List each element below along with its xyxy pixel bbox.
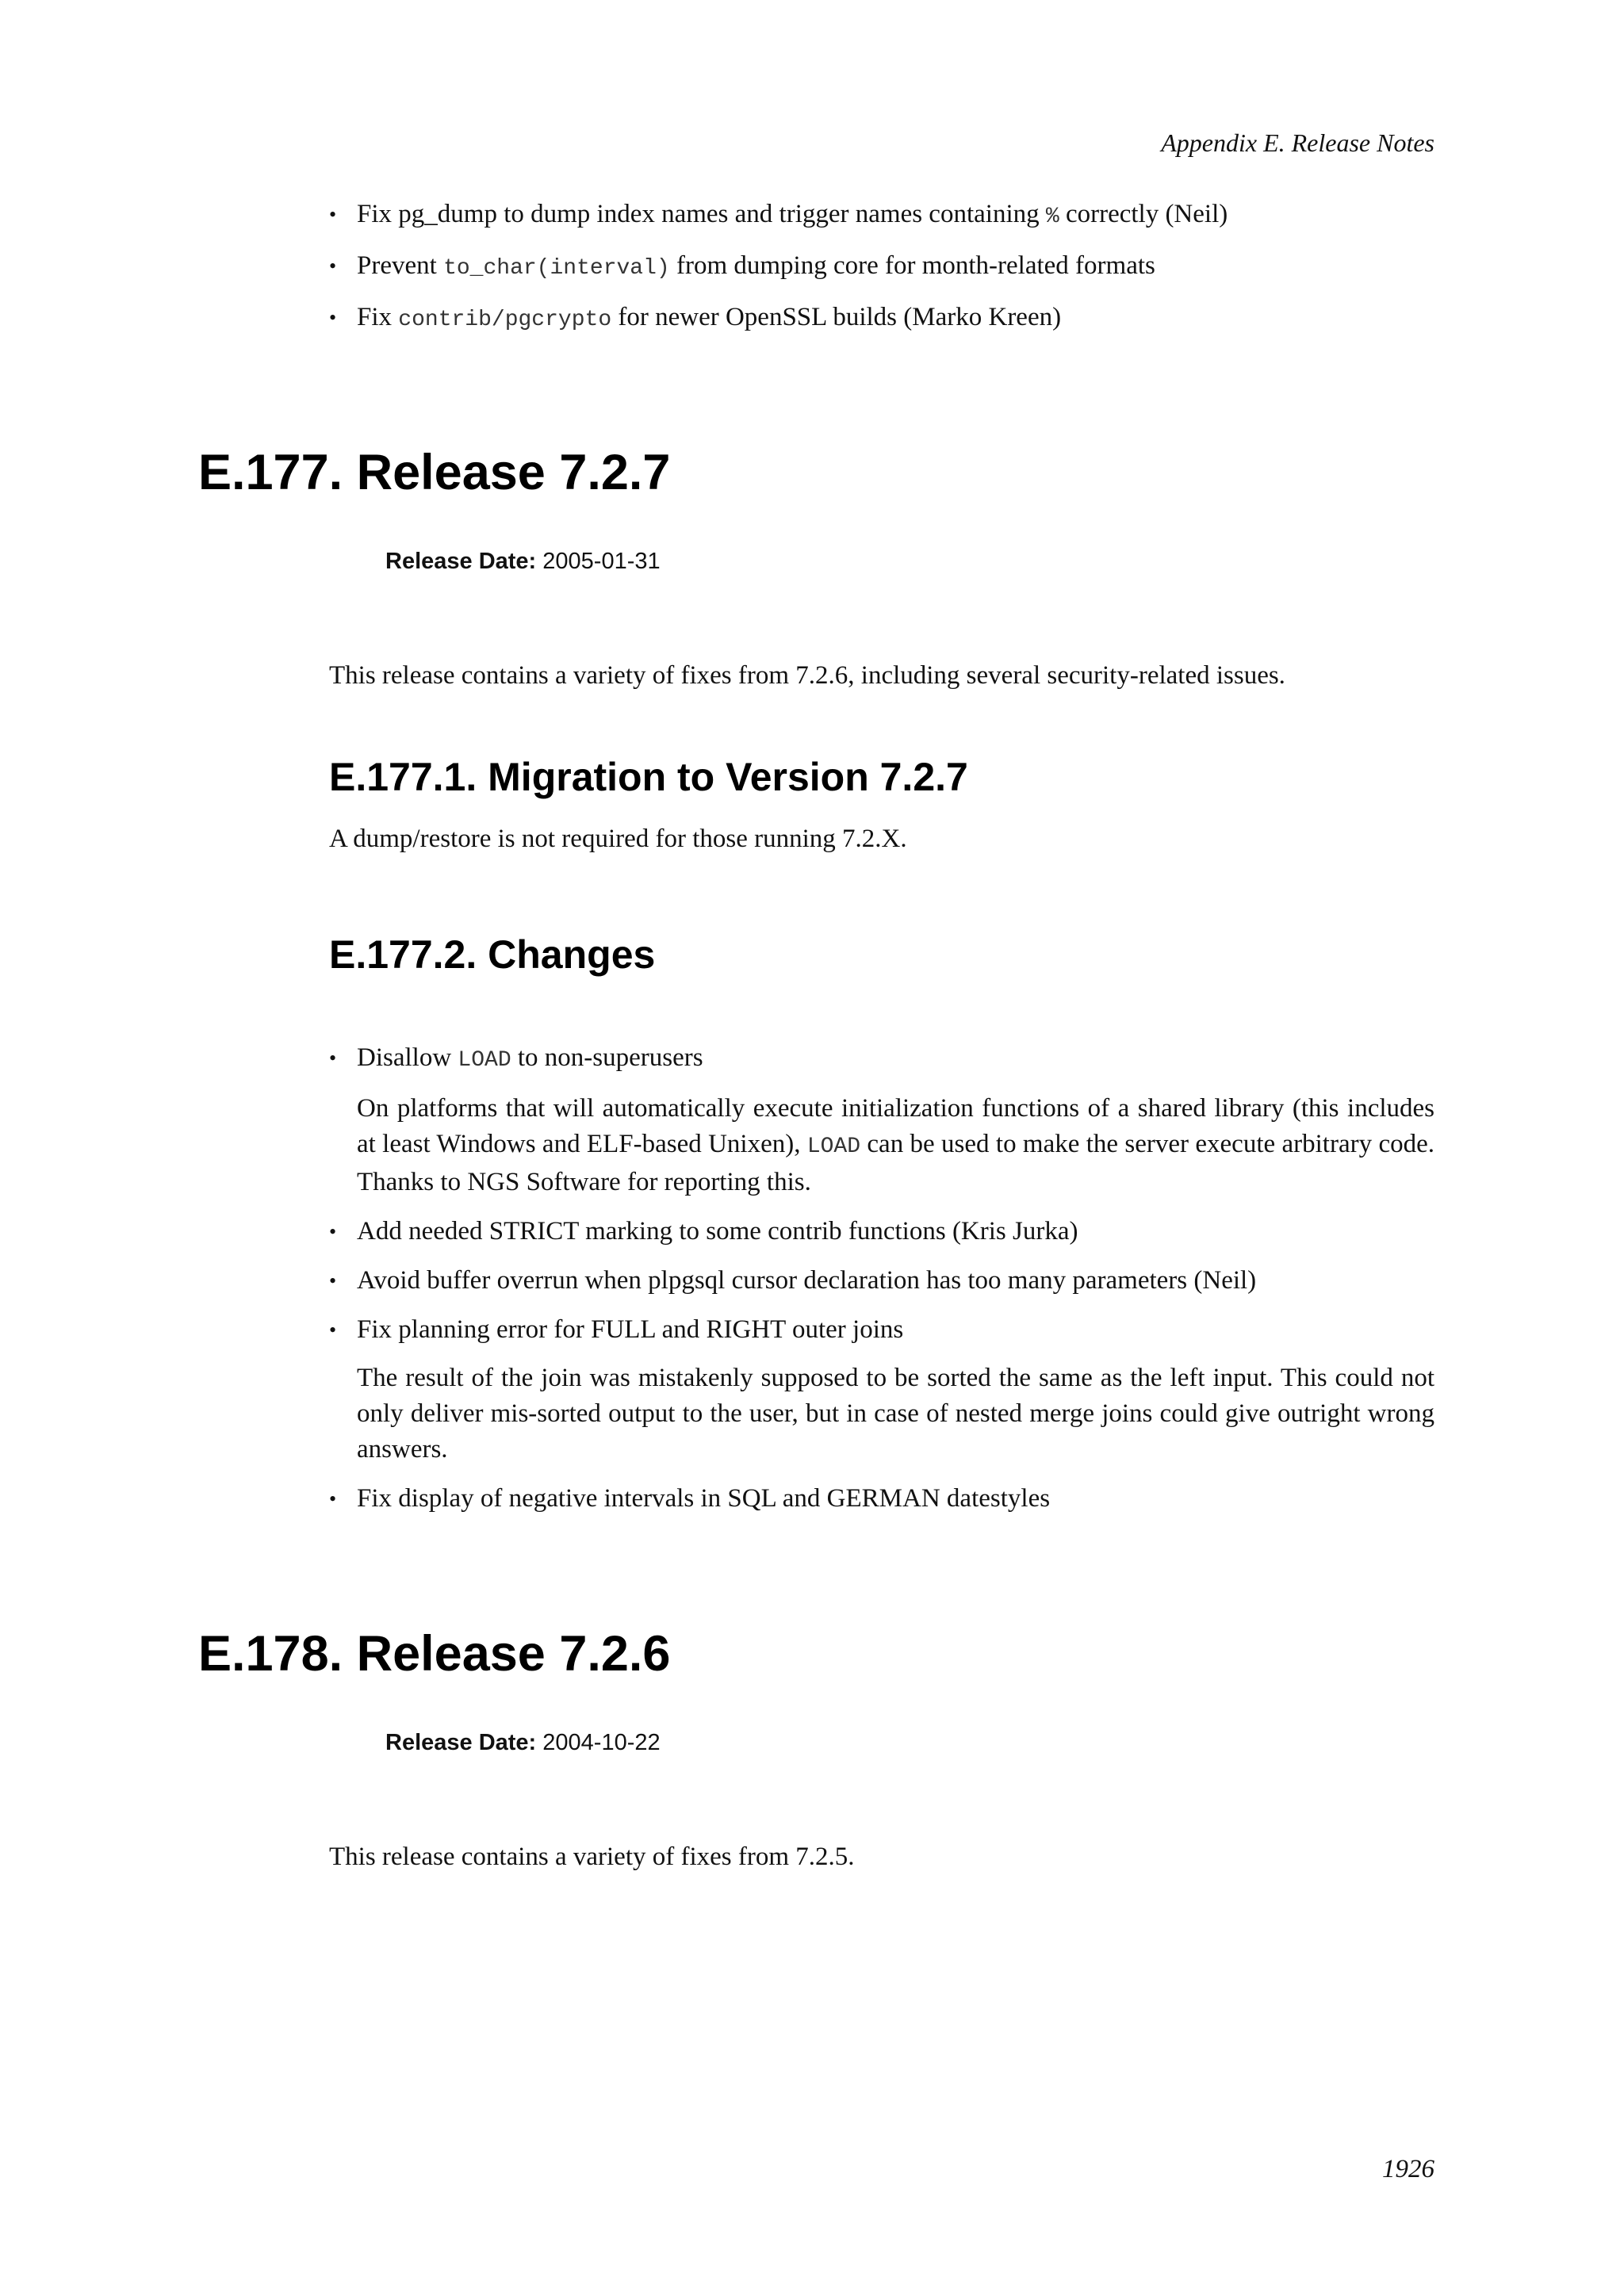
list-item-text: Disallow bbox=[357, 1043, 458, 1072]
list-item-detail: The result of the join was mistakenly supposed to be sorted the same as the left input. This could not only deliver mis-sorted output to the user, but in case of nested merge joins could give outright wrong answers. bbox=[357, 1364, 1434, 1464]
list-item bbox=[329, 300, 1434, 338]
list-item-text: Prevent bbox=[357, 251, 444, 280]
list-item-detail bbox=[357, 1091, 1434, 1200]
list-item bbox=[329, 1040, 1434, 1200]
release-727-intro: This release contains a variety of fixes from 7.2.6, including several security-related issues. bbox=[329, 661, 1285, 690]
inline-code: to_char(interval) bbox=[443, 256, 670, 281]
list-item-text: Fix bbox=[357, 303, 399, 331]
top-bullet-list bbox=[329, 197, 1434, 338]
subsection-title-changes: E.177.2. Changes bbox=[329, 932, 656, 977]
release-date-value: 2004-10-22 bbox=[542, 1730, 661, 1755]
inline-code: contrib/pgcrypto bbox=[398, 308, 612, 332]
page-number: 1926 bbox=[1382, 2155, 1434, 2183]
list-item bbox=[329, 248, 1434, 286]
top-bullet-list-container bbox=[329, 197, 1434, 351]
subsection-title-migration: E.177.1. Migration to Version 7.2.7 bbox=[329, 755, 968, 799]
list-item-text: for newer OpenSSL builds (Marko Kreen) bbox=[611, 303, 1062, 331]
detail-text: can be used to make the server execute arbitrary code. Thanks to NGS Software for reporting this. bbox=[357, 1130, 1435, 1196]
inline-code: LOAD bbox=[458, 1048, 511, 1073]
list-item-text: from dumping core for month-related formats bbox=[669, 251, 1155, 280]
release-date-727 bbox=[385, 547, 661, 576]
release-date-726 bbox=[385, 1728, 661, 1757]
list-item bbox=[329, 1481, 1434, 1517]
list-item bbox=[329, 1263, 1434, 1299]
list-item-text: Add needed STRICT marking to some contrib functions (Kris Jurka) bbox=[357, 1217, 1078, 1246]
changes-list-container bbox=[329, 1040, 1434, 1530]
list-item-text: to non-superusers bbox=[511, 1043, 703, 1072]
release-date-value: 2005-01-31 bbox=[542, 549, 661, 574]
detail-text: On platforms that will automatically execute initialization functions of a shared library (this includes at least Windows and ELF-based Unixen), bbox=[357, 1094, 1434, 1158]
inline-code: % bbox=[1045, 205, 1059, 229]
section-title-release-726: E.178. Release 7.2.6 bbox=[198, 1626, 671, 1682]
list-item-text: Fix planning error for FULL and RIGHT outer joins bbox=[357, 1315, 904, 1344]
changes-list bbox=[329, 1040, 1434, 1517]
list-item-text: correctly (Neil) bbox=[1059, 200, 1228, 228]
list-item bbox=[329, 1214, 1434, 1249]
migration-text: A dump/restore is not required for those running 7.2.X. bbox=[329, 825, 907, 853]
list-item-text: Avoid buffer overrun when plpgsql cursor declaration has too many parameters (Neil) bbox=[357, 1266, 1257, 1295]
release-date-label: Release Date: bbox=[385, 1730, 537, 1755]
running-header: Appendix E. Release Notes bbox=[1161, 128, 1434, 157]
list-item bbox=[329, 197, 1434, 235]
section-title-release-727: E.177. Release 7.2.7 bbox=[198, 445, 671, 500]
list-item-text: Fix pg_dump to dump index names and trigger names containing bbox=[357, 200, 1046, 228]
inline-code: LOAD bbox=[806, 1135, 861, 1159]
release-726-intro: This release contains a variety of fixes from 7.2.5. bbox=[329, 1843, 855, 1871]
list-item-text: Fix display of negative intervals in SQL and GERMAN datestyles bbox=[357, 1484, 1051, 1513]
list-item bbox=[329, 1312, 1434, 1468]
release-date-label: Release Date: bbox=[385, 549, 537, 574]
